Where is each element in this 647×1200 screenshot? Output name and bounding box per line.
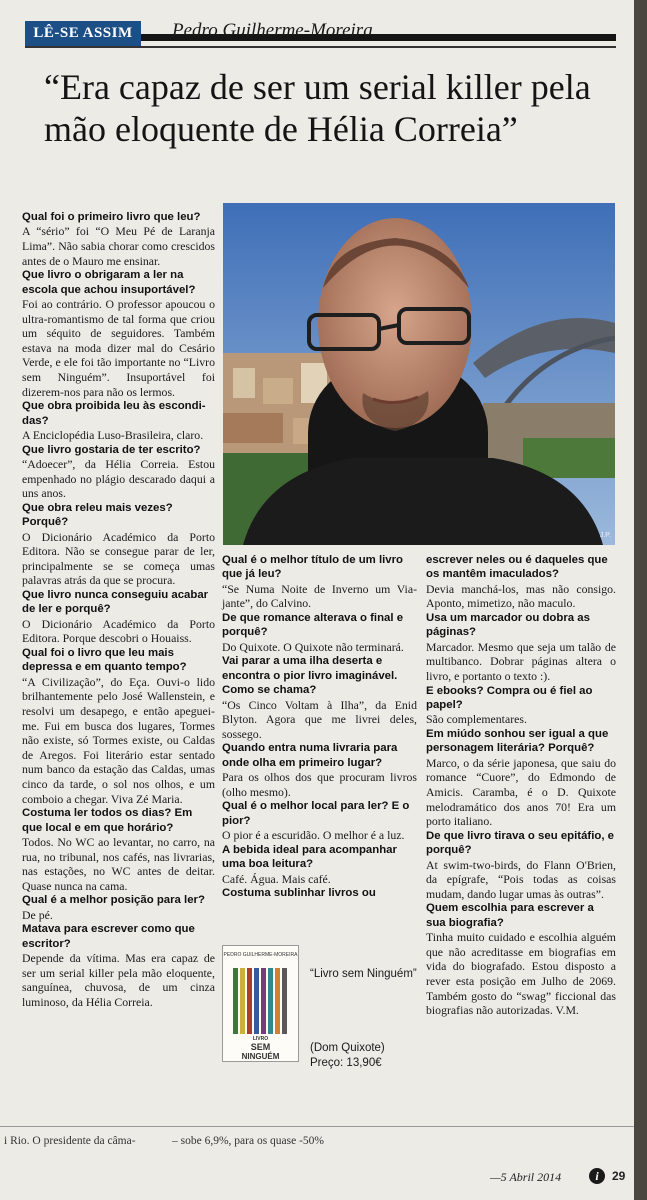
answer: “Se Numa Noite de Inverno um Viajante”, do Calvino. — [222, 581, 417, 611]
book-cover-stripe — [254, 968, 259, 1034]
question: De que romance alterava o final e porquê? — [222, 612, 404, 639]
question: Qual foi o livro que leu mais depressa e em quanto tempo? — [22, 646, 187, 674]
question: Que obra proibida leu às escondidas? — [22, 400, 206, 427]
book-cover — [222, 945, 299, 1062]
answer: “Os Cinco Voltam à Ilha”, da Enid Blyton. Agora que me livrei deles, sossego. — [222, 697, 417, 741]
book-cover-stripe — [268, 968, 273, 1034]
answer: Marco, o da série japonesa, que saiu do romance “Cuore”, do Edmondo de Amicis. Caramba, é o D. Quixote melodramático dos anos 70! Era um porto italiano. — [426, 755, 616, 829]
question: Quem escolhia para escrever a sua biografia? — [426, 902, 594, 929]
footer-date: —5 Abril 2014 — [490, 1170, 562, 1184]
answer: Marcador. Mesmo que seja um talão de multibanco. Dobrar páginas altera o livro, e portanto o texto :). — [426, 639, 616, 683]
answer: São complementares. — [426, 712, 527, 727]
book-cover-stripe — [240, 968, 245, 1034]
answer: Depende da vítima. Mas era capaz de ser um serial killer pela mão eloquente, sanguínea, chuvosa, de um cinza luminoso, da Hélia Correia. — [22, 951, 215, 1009]
qa-column-3 — [426, 553, 616, 1018]
book-name: “Livro sem Ninguém” — [310, 968, 417, 980]
headline: “Era capaz de ser um serial killer pela mão eloquente de Hélia Correia” — [44, 67, 591, 149]
answer: Para os olhos dos que procuram livros (olho mesmo). — [222, 770, 417, 799]
answer: Devia manchá-los, mas não consigo. Aponto, mimetizo, não maculo. — [426, 581, 616, 611]
question: Qual é a melhor posição para ler? — [22, 894, 205, 907]
question: De que livro tirava o seu epitáfio, e porquê? — [426, 829, 615, 857]
answer: Todos. No WC ao levantar, no carro, na rua, no tribunal, nos cafés, nas livrarias, nas estações, no WC antes de deitar. Quase nunca na cama. — [22, 834, 215, 893]
answer: Café. Água. Mais café. — [222, 871, 331, 886]
book-info — [310, 1041, 420, 1071]
qa-column-1 — [22, 210, 215, 1009]
answer: O Dicionário Académico da Porto Editora. Porque descobri o Houaiss. — [22, 616, 215, 646]
book-cover-stripe — [275, 968, 280, 1034]
author-photo — [223, 203, 615, 545]
question: E ebooks? Compra ou é fiel ao papel? — [426, 684, 593, 711]
question: Costuma ler todos os dias? Em que local e em que horário? — [22, 807, 193, 834]
question: Quando entra numa livraria para onde olha em primeiro lugar? — [222, 742, 398, 769]
book-cover-stripe — [282, 968, 287, 1034]
bottom-snippet-right: – sobe 6,9%, para os quase -50% — [172, 1135, 325, 1147]
question: Qual é o melhor título de um livro que já leu? — [222, 554, 404, 581]
answer: De pé. — [22, 907, 53, 922]
question: Que livro o obrigaram a ler na escola que achou insuportável? — [22, 269, 196, 296]
answer: A “sério” foi “O Meu Pé de Laranja Lima”. Não sabia chorar como crescidos antes de o Mauro me ensinar. — [22, 224, 215, 268]
answer: A Enciclopédia Luso-Brasileira, claro. — [22, 427, 204, 442]
bottom-snippet-left: i Rio. O presidente da câma- — [4, 1135, 136, 1147]
page-edge-shadow — [634, 0, 647, 1200]
question: Qual foi o primeiro livro que leu? — [22, 211, 201, 223]
question: Matava para escrever como que escritor? — [22, 923, 195, 950]
question: Vai parar a uma ilha deserta e encontra o pior livro imaginável. Como se chama? — [222, 655, 398, 697]
answer: At swim-two-birds, do Flann O'Brien, da epígrafe, “Pois todas as coisas mudam, dando lugar umas às outras”. — [426, 857, 616, 901]
page-number: 29 — [612, 1169, 626, 1183]
answer: Tinha muito cuidado e escolhia alguém que não acreditasse em biografias em vida do biografado. Estou disposto a rever esta posição em Julho de 2069. Também gosto do “swag” ficcional das biografias não autorizadas. V.M. — [426, 930, 616, 1018]
question: Que obra releu mais vezes? Porquê? — [22, 501, 173, 529]
book-publisher: (Dom Quixote) — [310, 1042, 385, 1054]
author-name: Pedro Guilherme-Moreira — [172, 20, 373, 41]
question: Costuma sublinhar livros ou — [222, 887, 376, 900]
question: Que livro gostaria de ter escrito? — [22, 443, 201, 456]
qa-column-2 — [222, 553, 417, 901]
question: Qual é o melhor local para ler? E o pior? — [222, 800, 410, 827]
answer: Foi ao contrário. O professor apoucou o ultra-romantismo de tal forma que criou um séquito de seguidores. Também estava na moda dizer mal do Cesário Verde, e ele foi tão importante no “Livro sem Ninguém”. Insuportável foi dizerem-nos para não os lermos. — [22, 297, 215, 399]
newspaper-logo-icon: i — [589, 1168, 605, 1184]
question: Usa um marcador ou dobra as páginas? — [426, 612, 590, 639]
question: Que livro nunca conseguiu acabar de ler e porquê? — [22, 588, 209, 616]
book-cover-stripe — [261, 968, 266, 1034]
answer: O Dicionário Académico da Porto Editora. Não se consegue parar de ler, principalmente se se começa umas palavras atrás da que se procura. — [22, 529, 215, 588]
answer: Do Quixote. O Quixote não terminará. — [222, 639, 404, 654]
book-cover-title: LIVRO SEM NINGUÉM — [241, 1036, 280, 1061]
book-price: Preço: 13,90€ — [310, 1057, 382, 1069]
question: escrever neles ou é daqueles que os mantêm imaculados? — [426, 554, 608, 581]
answer: “A Civilização”, do Eça. Ouvi-o lido brilhantemente pelo José Wallenstein, e resolvi um desapego, e então apeguei-me. Fui em busca dos lugares, Tormes não existe, só Tormes existe, ou Caldas de Aregos. Foi literário estar sentado num banco da estação das Caldas, umas cinco da tarde, o sol nos olhos, e um comboio a chegar. Viva Zé Maria. — [22, 674, 215, 806]
question: Em miúdo sonhou ser igual a que personagem literária? Porquê? — [426, 728, 609, 755]
answer: O pior é a escuridão. O melhor é a luz. — [222, 828, 405, 843]
book-cover-stripe — [247, 968, 252, 1034]
section-tag: LÊ-SE ASSIM — [25, 21, 141, 46]
answer: “Adoecer”, da Hélia Correia. Estou empenhado no plágio descarado daqui a uns anos. — [22, 456, 215, 501]
header-rule-thin — [25, 46, 616, 48]
question: A bebida ideal para acompanhar uma boa leitura? — [222, 843, 397, 871]
book-cover-author: PEDRO GUILHERME-MOREIRA — [223, 952, 298, 958]
bottom-rule — [0, 1126, 634, 1127]
book-cover-stripe — [233, 968, 238, 1034]
photo-credit: J.P. — [599, 532, 611, 539]
